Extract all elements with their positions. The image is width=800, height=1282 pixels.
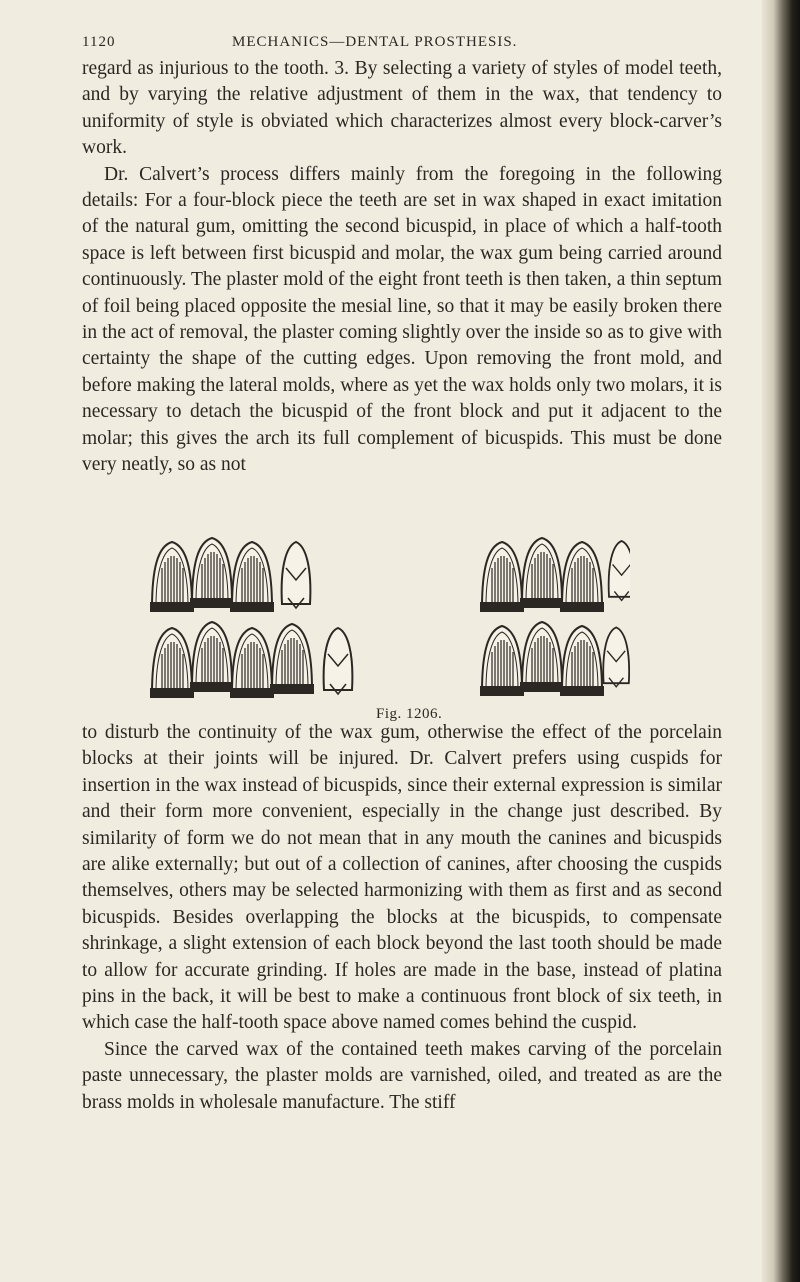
figure-teeth-blocks	[150, 532, 630, 710]
paragraph: to disturb the continuity of the wax gum, otherwise the effect of the porcelain blocks at their joints will be injured. Dr. Calvert prefers using cuspids for insertion in the wax instead of bicuspids, since their external expression is similar and their form more convenient, especially in the change just described. By similarity of form we do not mean that in any mouth the canines and bicuspids are alike externally; but out of a collection of canines, after choosing the cuspids themselves, others may be selected harmonizing with them as first and as second bicuspids. Besides overlapping the blocks at the bicuspids, to compensate shrinkage, a slight extension of each block beyond the last tooth should be made to allow for accurate grinding. If holes are made in the base, instead of platina pins in the back, it will be best to make a continuous front block of six teeth, in which case the half-tooth space above named comes behind the cuspid.	[82, 722, 722, 1034]
running-title: MECHANICS—DENTAL PROSTHESIS.	[232, 34, 518, 50]
paragraph: Since the carved wax of the contained teeth makes carving of the porcelain paste unnecessary, the plaster molds are varnished, oiled, and treated as are the brass molds in wholesale manufacture. The stiff	[82, 1038, 722, 1113]
body-text-bottom	[82, 720, 722, 1116]
page-header	[82, 34, 722, 56]
paragraph: Dr. Calvert’s process differs mainly from the foregoing in the following details: For a four-block piece the teeth are set in wax shaped in exact imitation of the natural gum, omitting the second bicuspid, in place of which a half-tooth space is left between first bicuspid and molar, the wax gum being carried around continuously. The plaster mold of the eight front teeth is then taken, a thin septum of foil being placed opposite the mesial line, so that it may be easily broken there in the act of removal, the plaster coming slightly over the inside so as to give with certainty the shape of the cutting edges. Upon removing the front mold, and before making the lateral molds, where as yet the wax holds only two molars, it is necessary to detach the bicuspid of the front block and put it adjacent to the molar; this gives the arch its full complement of bicuspids. This must be done very neatly, so as not	[82, 163, 722, 476]
figure-caption: Fig. 1206.	[376, 706, 443, 722]
book-spine-edge	[762, 0, 800, 1282]
page-number: 1120	[82, 34, 116, 50]
teeth-blocks-illustration	[150, 532, 630, 710]
paragraph: regard as injurious to the tooth. 3. By selecting a variety of styles of model teeth, and by varying the relative adjustment of them in the wax, that tendency to uniformity of style is obviated which characterizes almost every block-carver’s work.	[82, 58, 722, 159]
body-text-top	[82, 56, 722, 479]
